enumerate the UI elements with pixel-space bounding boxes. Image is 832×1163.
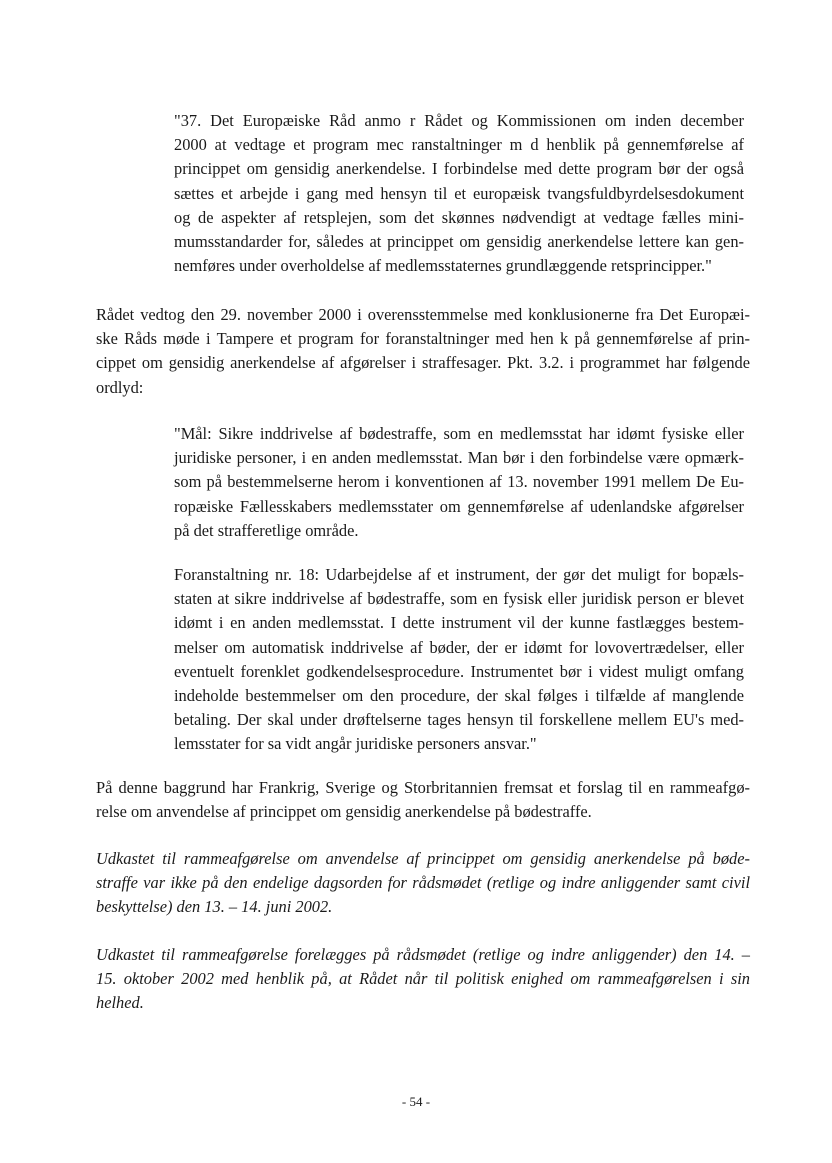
text-line: På denne baggrund har Frankrig, Sverige og Storbritannien fremsat et forslag til en rammeafgø- [96,778,750,797]
text-line: cippet om gensidig anerkendelse af afgørelser i straffesager. Pkt. 3.2. i programmet har følgende [96,353,750,373]
text-line: melser om automatisk inddrivelse af bøder, der er idømt for lovovertrædelser, eller [174,637,744,657]
text-line: indeholde bestemmelser om den procedure, der skal følges i tilfælde af manglende [174,686,744,706]
italic-paragraph-udkast-1 [96,847,750,920]
text-line: ordlyd: [96,377,144,397]
text-line: på det strafferetlige område. [174,520,359,540]
page-number: - 54 - [401,1094,431,1109]
quote-paragraph-maal [174,422,744,543]
quote-paragraph-foranstaltning [174,563,744,757]
text-line: straffe var ikke på den endelige dagsorden for rådsmødet (retlige og indre anliggender samt civil [96,873,750,893]
text-line: princippet om gensidig anerkendelse. I forbindelse med dette program bør der også [174,159,744,179]
text-line: 2000 at vedtage et program mec ranstaltninger m d henblik på gennemførelse af [174,135,744,155]
quote-paragraph-37 [174,109,744,278]
text-line: ske Råds møde i Tampere et program for foranstaltninger med hen k på gennemførelse af prin- [96,329,750,349]
text-line: juridiske personer, i en anden medlemsstat. Man bør i den forbindelse være opmærk- [174,448,744,468]
text-line: ropæiske Fællesskabers medlemsstater om gennemførelse af udenlandske afgørelser [174,496,744,516]
text-line: sættes et arbejde i gang med hensyn til et europæisk tvangsfuldbyrdelsesdokument [174,183,744,203]
text-line: betaling. Der skal under drøftelserne tages hensyn til forskellene mellem EU's med- [174,710,744,730]
text-line: Foranstaltning nr. 18: Udarbejdelse af et instrument, der gør det muligt for bopæls- [174,565,744,584]
text-line: relse om anvendelse af princippet om gensidig anerkendelse på bødestraffe. [96,802,592,822]
text-line: lemsstater for sa vidt angår juridiske personers ansvar." [174,734,537,754]
text-line: nemføres under overholdelse af medlemsstaternes grundlæggende retsprincipper." [174,256,712,276]
text-line: helhed. [96,993,144,1013]
text-line: Udkastet til rammeafgørelse forelægges på rådsmødet (retlige og indre anliggender) den 14. – [96,945,750,964]
text-line: "37. Det Europæiske Råd anmo r Rådet og Kommissionen om inden december [174,111,744,130]
text-line: og de aspekter af retsplejen, som det skønnes nødvendigt at vedtage fælles mini- [174,207,744,227]
text-line: "Mål: Sikre inddrivelse af bødestraffe, som en medlemsstat har idømt fysiske eller [174,424,744,443]
text-line: eventuelt forenklet godkendelsesprocedure. Instrumentet bør i videst muligt omfang [174,661,744,681]
text-line: Udkastet til rammeafgørelse om anvendelse af princippet om gensidig anerkendelse på bøde- [96,849,750,868]
text-line: som på bestemmelserne herom i konventionen af 13. november 1991 mellem De Eu- [174,472,744,492]
italic-paragraph-udkast-2 [96,943,750,1016]
text-line: idømt i en anden medlemsstat. I dette instrument vil der kunne fastlægges bestem- [174,613,744,633]
text-line: mumsstandarder for, således at princippet om gensidig anerkendelse lettere kan gen- [174,232,744,252]
body-paragraph-raadet [96,303,750,400]
body-paragraph-baggrund [96,776,750,824]
text-line: beskyttelse) den 13. – 14. juni 2002. [96,897,333,917]
text-line: 15. oktober 2002 med henblik på, at Rådet når til politisk enighed om rammeafgørelsen i sin [96,969,750,989]
text-line: staten at sikre inddrivelse af bødestraffe, som en fysisk eller juridisk person er blevet [174,589,744,609]
text-line: Rådet vedtog den 29. november 2000 i overensstemmelse med konklusionerne fra Det Europæi- [96,305,750,324]
